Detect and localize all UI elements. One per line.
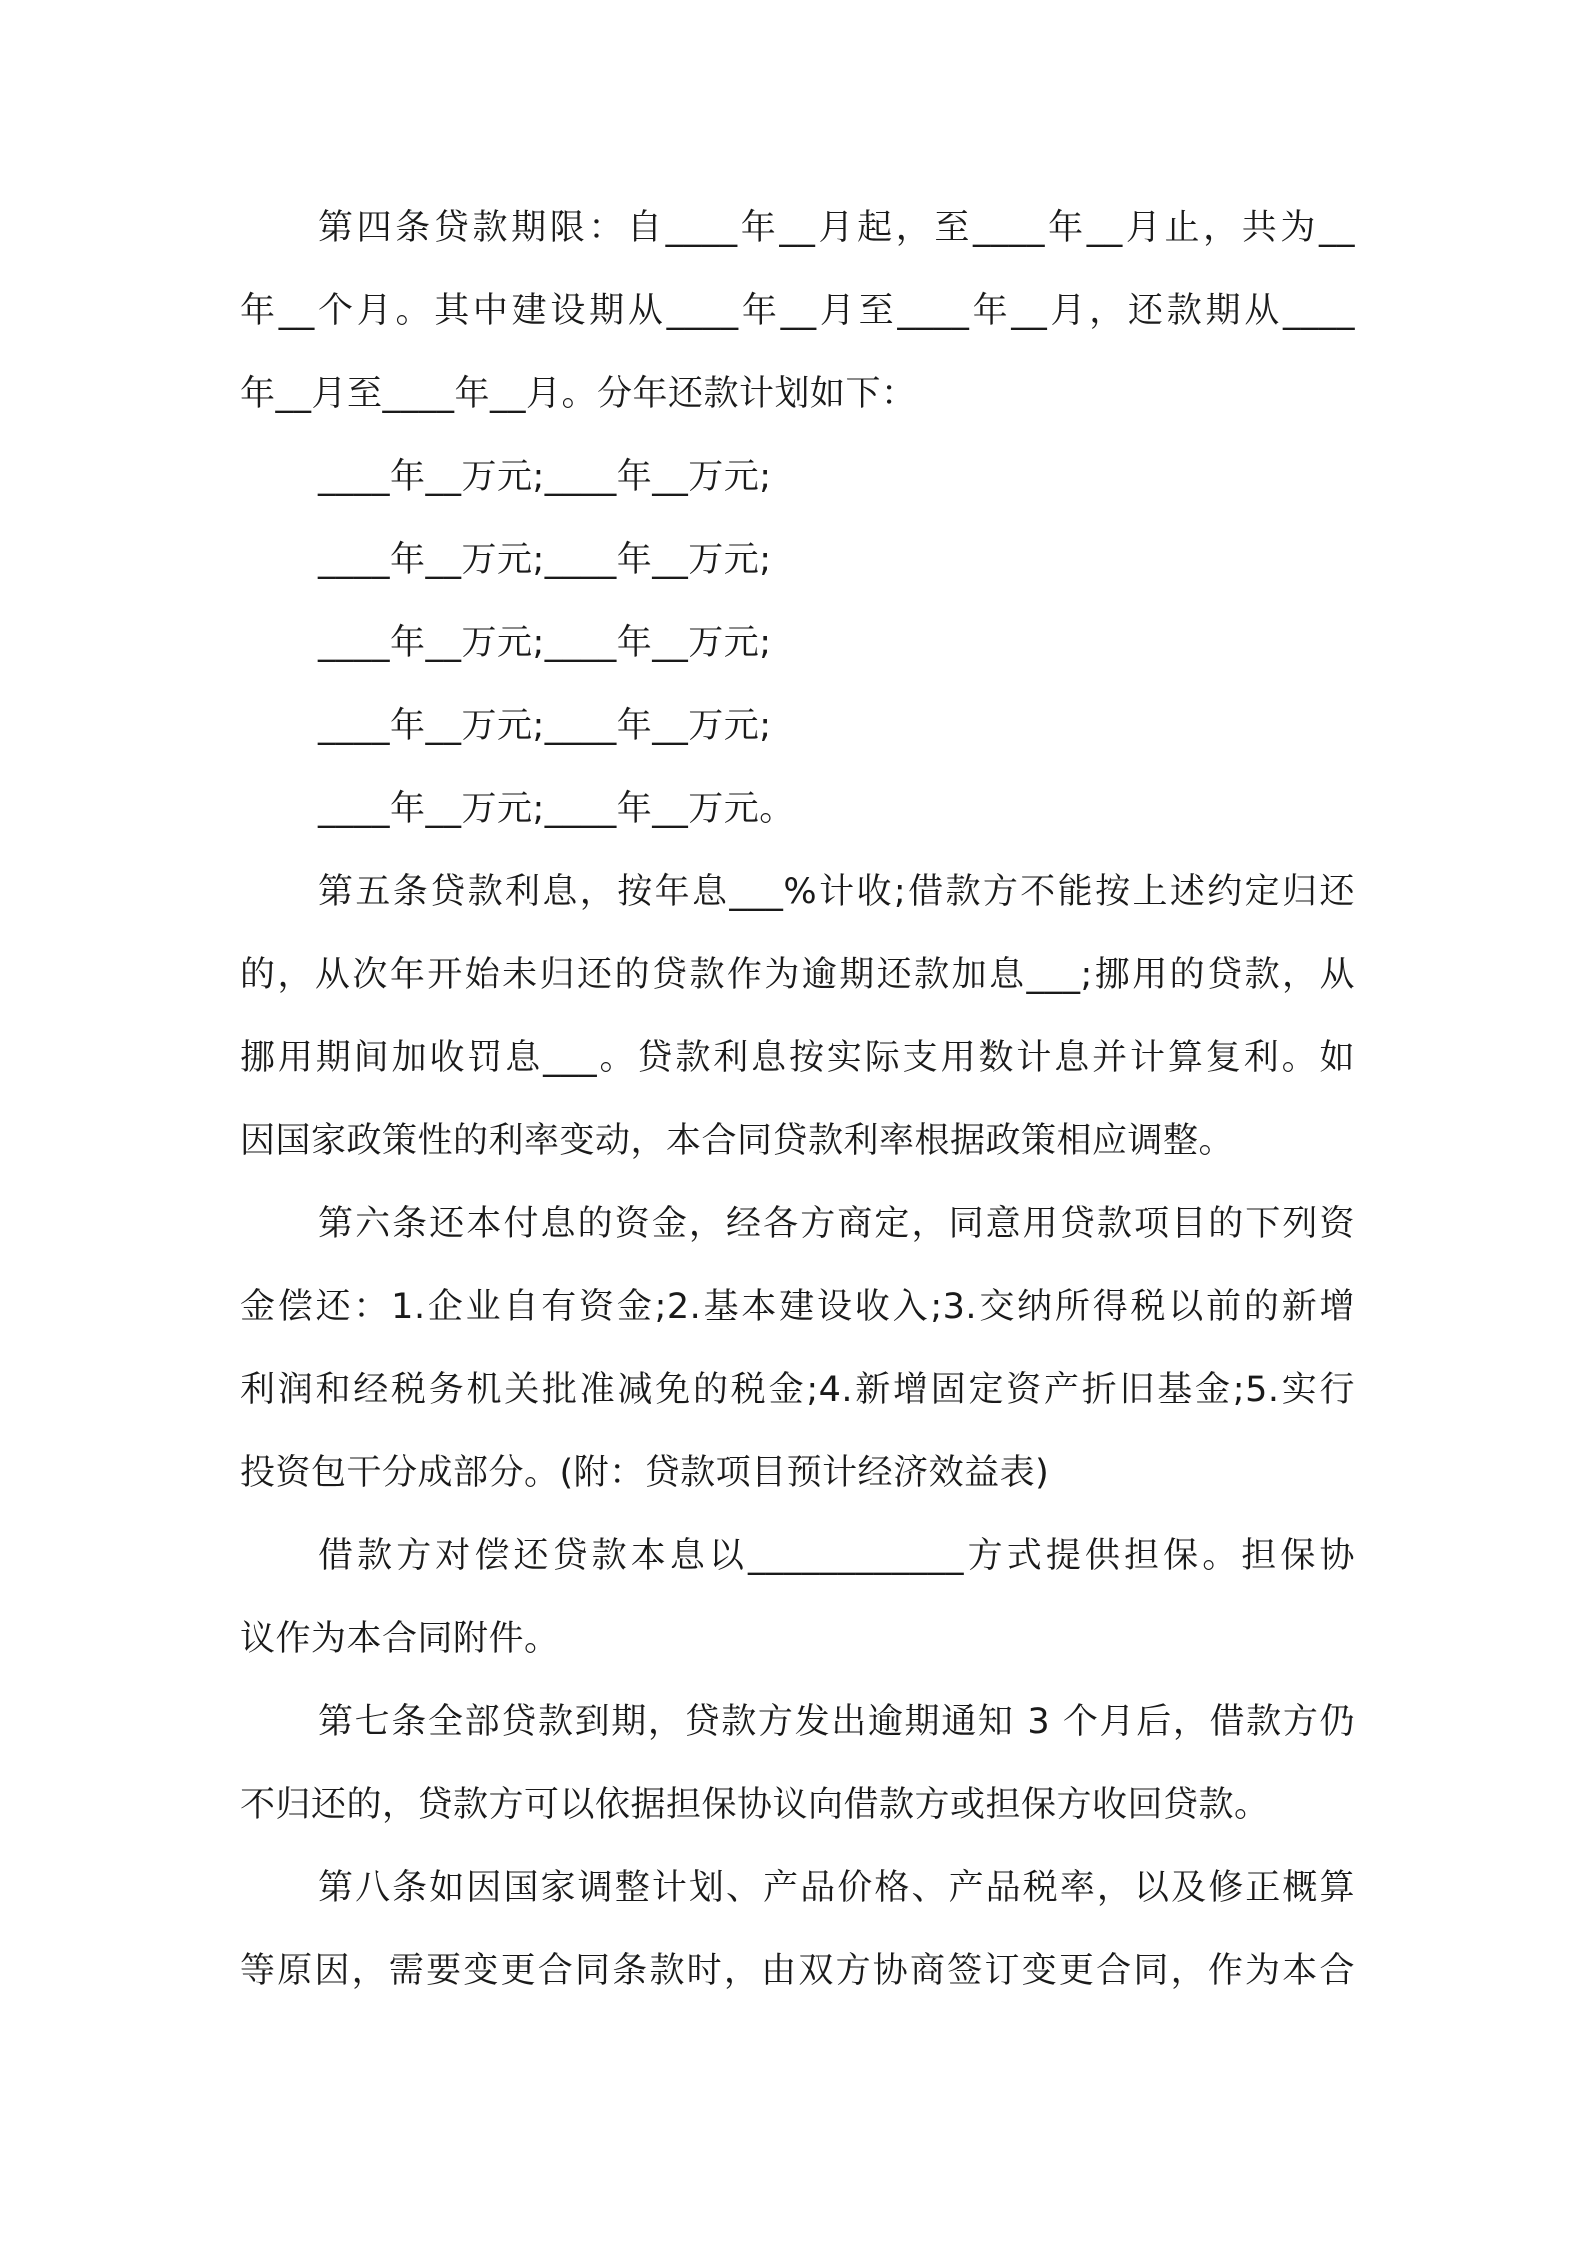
- text-line: 金偿还：1.企业自有资金;2.基本建设收入;3.交纳所得税以前的新增: [240, 1287, 1355, 1327]
- text-line: 因国家政策性的利率变动，本合同贷款利率根据政策相应调整。: [240, 1121, 1235, 1161]
- text-line: 挪用期间加收罚息___。贷款利息按实际支用数计息并计算复利。如: [240, 1038, 1355, 1078]
- text-line: 第七条全部贷款到期，贷款方发出逾期通知 3 个月后，借款方仍: [318, 1702, 1355, 1742]
- text-line: 年__个月。其中建设期从____年__月至____年__月，还款期从____: [240, 291, 1355, 331]
- text-line: ____年__万元;____年__万元;: [318, 457, 772, 497]
- text-line: 不归还的，贷款方可以依据担保协议向借款方或担保方收回贷款。: [240, 1785, 1270, 1825]
- text-line: 的，从次年开始未归还的贷款作为逾期还款加息___;挪用的贷款，从: [240, 955, 1355, 995]
- text-line: 议作为本合同附件。: [240, 1619, 560, 1659]
- text-line: 第五条贷款利息，按年息___%计收;借款方不能按上述约定归还: [318, 872, 1355, 912]
- text-line: 等原因，需要变更合同条款时，由双方协商签订变更合同，作为本合: [240, 1951, 1355, 1991]
- text-line: 借款方对偿还贷款本息以____________方式提供担保。担保协: [318, 1536, 1355, 1576]
- text-line: ____年__万元;____年__万元;: [318, 623, 772, 663]
- text-line: ____年__万元;____年__万元;: [318, 540, 772, 580]
- text-line: ____年__万元;____年__万元;: [318, 706, 772, 746]
- text-line: ____年__万元;____年__万元。: [318, 789, 795, 829]
- text-line: 第六条还本付息的资金，经各方商定，同意用贷款项目的下列资: [318, 1204, 1355, 1244]
- text-line: 投资包干分成部分。(附：贷款项目预计经济效益表): [240, 1453, 1050, 1493]
- text-line: 第八条如因国家调整计划、产品价格、产品税率，以及修正概算: [318, 1868, 1355, 1908]
- text-line: 第四条贷款期限：自____年__月起，至____年__月止，共为__: [318, 208, 1355, 248]
- text-line: 利润和经税务机关批准减免的税金;4.新增固定资产折旧基金;5.实行: [240, 1370, 1355, 1410]
- text-line: 年__月至____年__月。分年还款计划如下：: [240, 374, 917, 414]
- contract-text: [240, 187, 1355, 2013]
